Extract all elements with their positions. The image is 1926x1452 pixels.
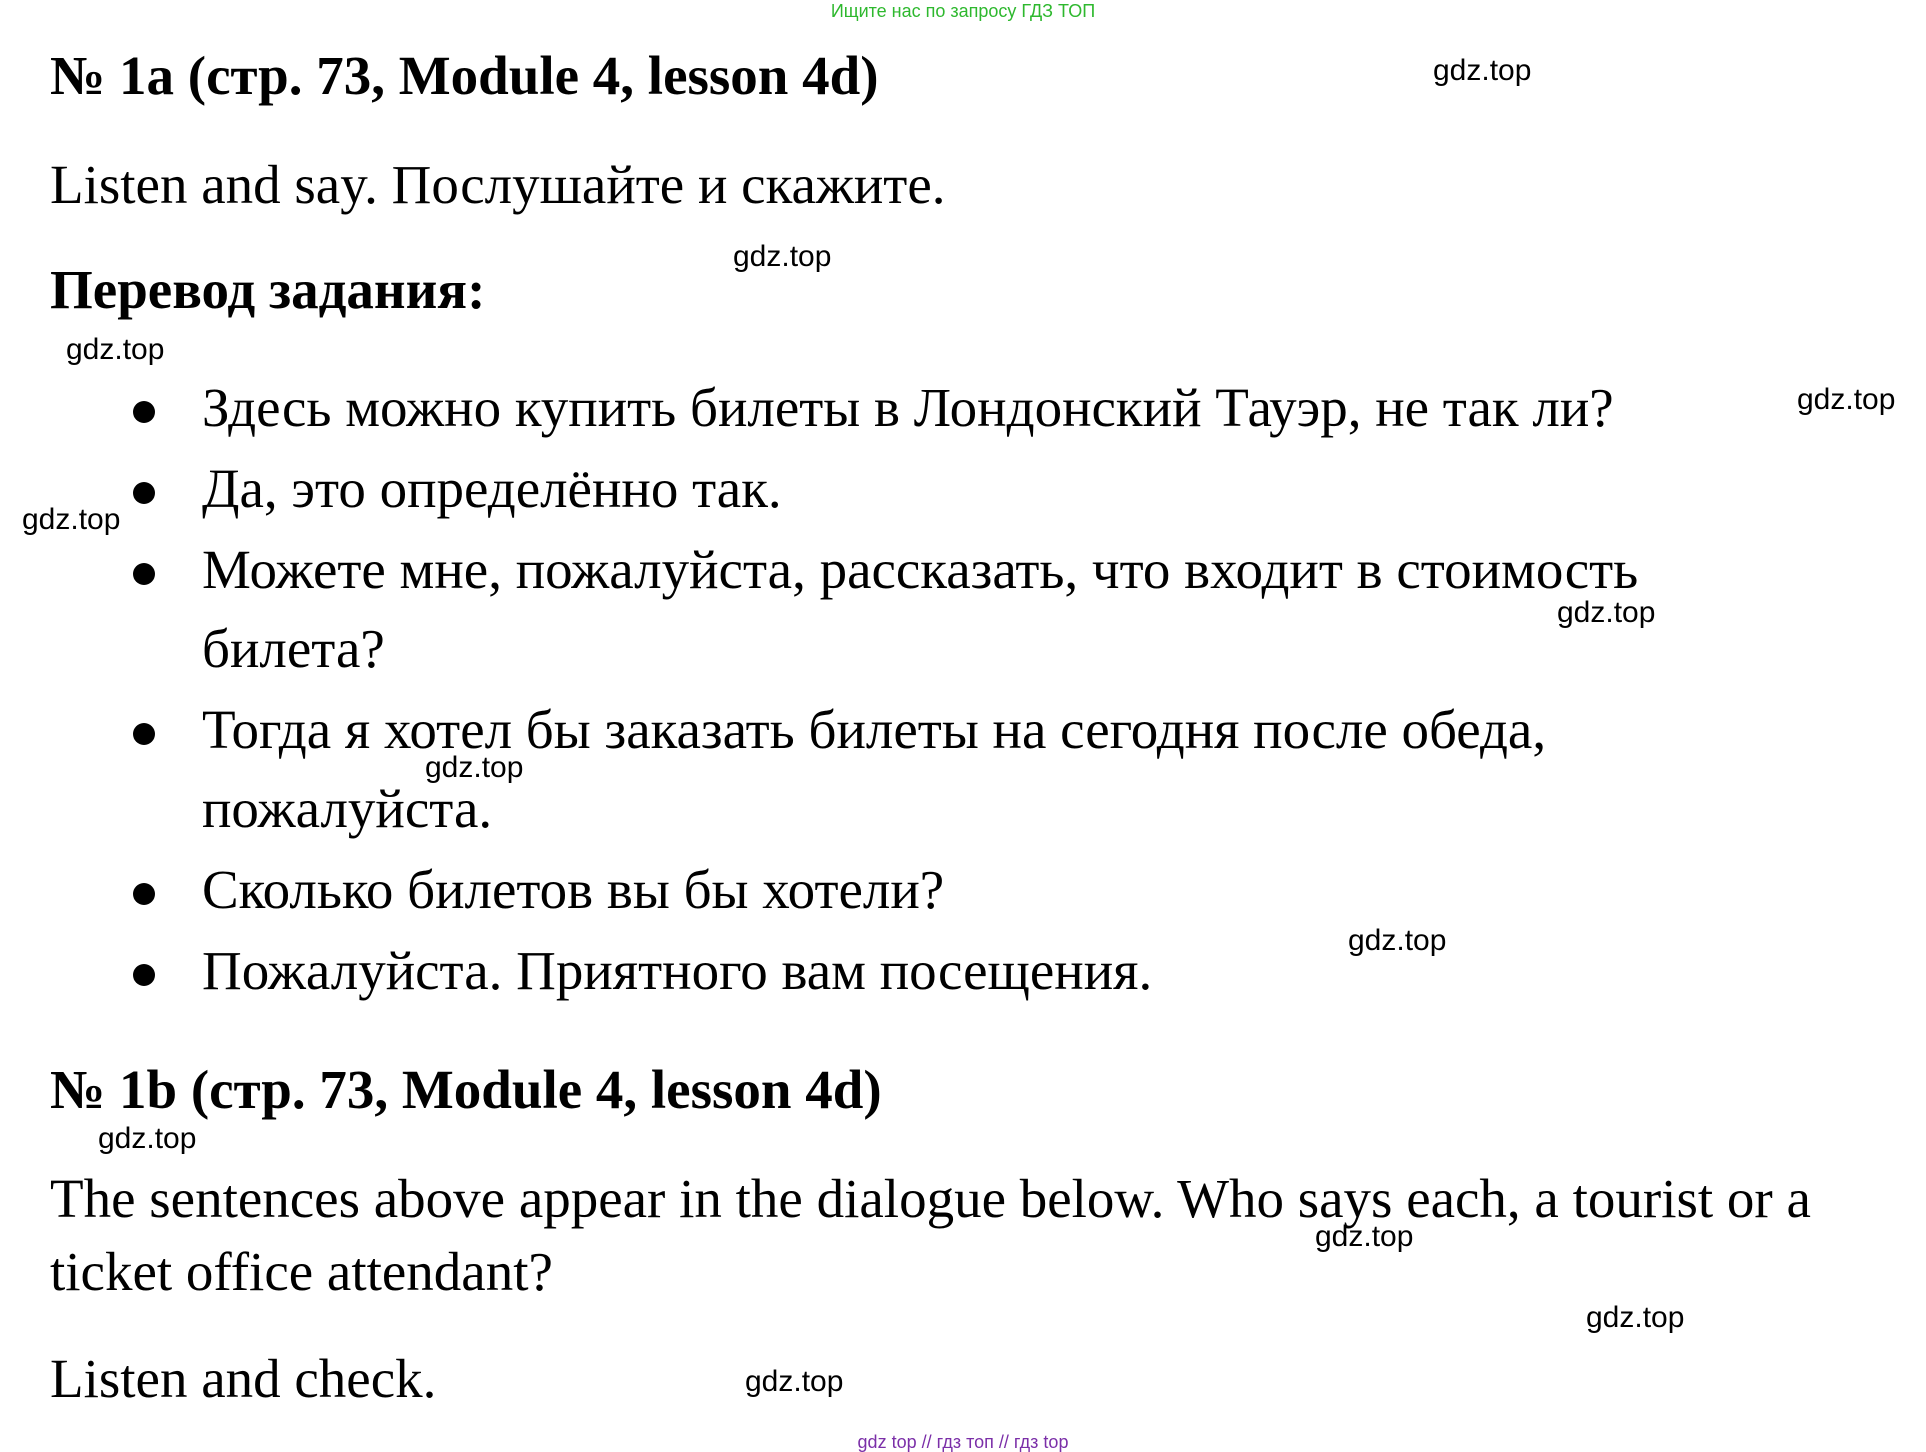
watermark: gdz.top <box>66 333 165 366</box>
bullet-text: Тогда я хотел бы заказать билеты на сегодня после обеда, пожалуйста. <box>202 699 1547 839</box>
top-banner[interactable]: Ищите нас по запросу ГДЗ ТОП <box>830 1 1096 21</box>
bullet-item-3 <box>0 530 1762 688</box>
bullet-item-4 <box>0 690 1762 848</box>
bullet-icon <box>133 964 155 986</box>
watermark: gdz.top <box>1586 1301 1685 1334</box>
watermark: gdz.top <box>1557 596 1656 629</box>
bullet-text: Да, это определённо так. <box>202 458 782 519</box>
bullet-item-2 <box>0 449 1762 528</box>
watermark: gdz.top <box>1348 924 1447 957</box>
section-1b-instruction: The sentences above appear in the dialogue below. Who says each, a tourist or a ticket office attendant? <box>50 1168 1811 1302</box>
bullet-text: Здесь можно купить билеты в Лондонский Тауэр, не так ли? <box>202 377 1614 438</box>
bullet-text: Пожалуйста. Приятного вам посещения. <box>202 940 1153 1001</box>
bullet-icon <box>133 563 155 585</box>
bullet-item-5 <box>0 850 1762 929</box>
watermark: gdz.top <box>425 751 524 784</box>
watermark: gdz.top <box>1315 1220 1414 1253</box>
watermark: gdz.top <box>98 1122 197 1155</box>
section-1a-instruction: Listen and say. Послушайте и скажите. <box>50 154 946 215</box>
section-1b-check: Listen and check. <box>50 1348 437 1409</box>
watermark: gdz.top <box>1433 54 1532 87</box>
bullet-text: Сколько билетов вы бы хотели? <box>202 859 945 920</box>
translation-bullet-list <box>0 368 1926 1010</box>
bullet-icon <box>133 401 155 423</box>
section-1a-heading: № 1a (стр. 73, Module 4, lesson 4d) <box>50 45 879 106</box>
bullet-icon <box>133 723 155 745</box>
watermark: gdz.top <box>745 1365 844 1398</box>
translation-heading: Перевод задания: <box>50 259 486 320</box>
bullet-icon <box>133 883 155 905</box>
section-1b-heading: № 1b (стр. 73, Module 4, lesson 4d) <box>50 1059 882 1120</box>
bullet-text: Можете мне, пожалуйста, рассказать, что входит в стоимость билета? <box>202 539 1639 679</box>
watermark: gdz.top <box>1797 383 1896 416</box>
watermark: gdz.top <box>22 503 121 536</box>
bullet-item-1 <box>0 368 1762 447</box>
bullet-icon <box>133 482 155 504</box>
bullet-item-6 <box>0 931 1762 1010</box>
watermark: gdz.top <box>733 240 832 273</box>
footer[interactable]: gdz top // гдз топ // гдз top <box>857 1432 1069 1452</box>
